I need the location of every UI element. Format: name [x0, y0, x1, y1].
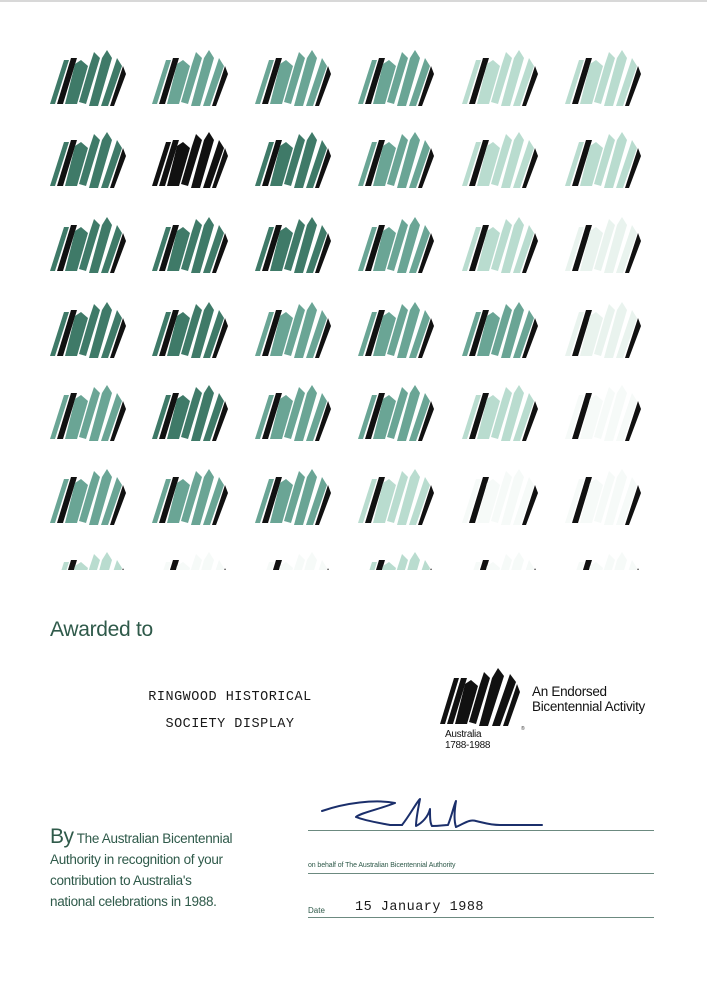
logo-country-text — [445, 729, 490, 751]
pattern-flag-icon — [50, 385, 126, 441]
recognition-line-1 — [50, 826, 290, 849]
recipient-line-2: SOCIETY DISPLAY — [165, 717, 295, 732]
endorsement-text — [532, 684, 645, 714]
pattern-flag-icon — [50, 50, 126, 106]
pattern-flag-icon — [565, 552, 641, 570]
recognition-line-2: Authority in recognition of your — [50, 852, 223, 867]
pattern-flag-icon — [255, 217, 331, 273]
pattern-flag-icon — [462, 132, 538, 188]
pattern-flag-icon — [255, 385, 331, 441]
pattern-flag-icon — [152, 50, 228, 106]
pattern-flag-icon — [152, 385, 228, 441]
pattern-flag-bar — [565, 562, 584, 570]
pattern-flag-icon — [255, 302, 331, 358]
pattern-flag-icon — [565, 385, 641, 441]
pattern-flag-icon — [255, 552, 331, 570]
pattern-flag-icon — [358, 132, 434, 188]
signature-line — [308, 830, 654, 831]
pattern-flag-icon — [565, 302, 641, 358]
registered-mark: ® — [521, 726, 525, 732]
handwritten-signature — [320, 795, 560, 835]
by-word: By — [50, 825, 74, 848]
pattern-flag-icon — [462, 552, 538, 570]
pattern-flag-icon — [50, 469, 126, 525]
recipient-line-1: RINGWOOD HISTORICAL — [148, 690, 312, 705]
recognition-line-4: national celebrations in 1988. — [50, 894, 217, 909]
authority-line — [308, 873, 654, 874]
recognition-statement — [50, 826, 290, 912]
bicentennial-flag-icon — [438, 664, 520, 728]
pattern-flag-bar — [255, 562, 274, 570]
pattern-flag-bar — [152, 562, 171, 570]
pattern-flag-icon — [462, 385, 538, 441]
pattern-flag-icon — [462, 217, 538, 273]
endorsement-line-1: An Endorsed — [532, 684, 607, 699]
pattern-flag-icon — [50, 302, 126, 358]
pattern-flag-icon — [565, 469, 641, 525]
logo-country-name: Australia — [445, 729, 482, 740]
pattern-flag-icon — [358, 469, 434, 525]
pattern-flag-icon — [50, 217, 126, 273]
pattern-flag-icon — [462, 50, 538, 106]
pattern-flag-bar — [462, 562, 481, 570]
date-label: Date — [308, 906, 325, 915]
recipient-name — [140, 684, 320, 738]
recognition-line-1-text: The Australian Bicentennial — [76, 831, 233, 846]
pattern-flag-icon — [462, 302, 538, 358]
pattern-flag-icon — [152, 132, 228, 188]
pattern-flag-icon — [565, 132, 641, 188]
pattern-flag-icon — [358, 552, 434, 570]
pattern-flag-icon — [152, 217, 228, 273]
pattern-flag-icon — [358, 302, 434, 358]
pattern-flag-icon — [152, 302, 228, 358]
pattern-flag-icon — [462, 469, 538, 525]
date-line — [308, 917, 654, 918]
pattern-flag-icon — [358, 217, 434, 273]
pattern-flag-bar — [358, 562, 377, 570]
awarded-to-heading: Awarded to — [50, 618, 153, 641]
pattern-flag-icon — [255, 132, 331, 188]
pattern-flag-icon — [152, 469, 228, 525]
logo-years: 1788-1988 — [445, 740, 491, 751]
pattern-flag-icon — [358, 385, 434, 441]
pattern-flag-icon — [565, 50, 641, 106]
pattern-flag-icon — [152, 552, 228, 570]
date-value: 15 January 1988 — [355, 900, 485, 915]
pattern-flag-icon — [50, 552, 126, 570]
pattern-flag-icon — [255, 469, 331, 525]
pattern-flag-icon — [50, 132, 126, 188]
endorsement-line-2: Bicentennial Activity — [532, 699, 646, 714]
pattern-flag-icon — [358, 50, 434, 106]
recognition-line-3: contribution to Australia's — [50, 873, 192, 888]
pattern-flag-icon — [565, 217, 641, 273]
pattern-flag-icon — [255, 50, 331, 106]
pattern-flag-bar — [50, 562, 69, 570]
signature-caption: on behalf of The Australian Bicentennial Authority — [308, 862, 456, 869]
